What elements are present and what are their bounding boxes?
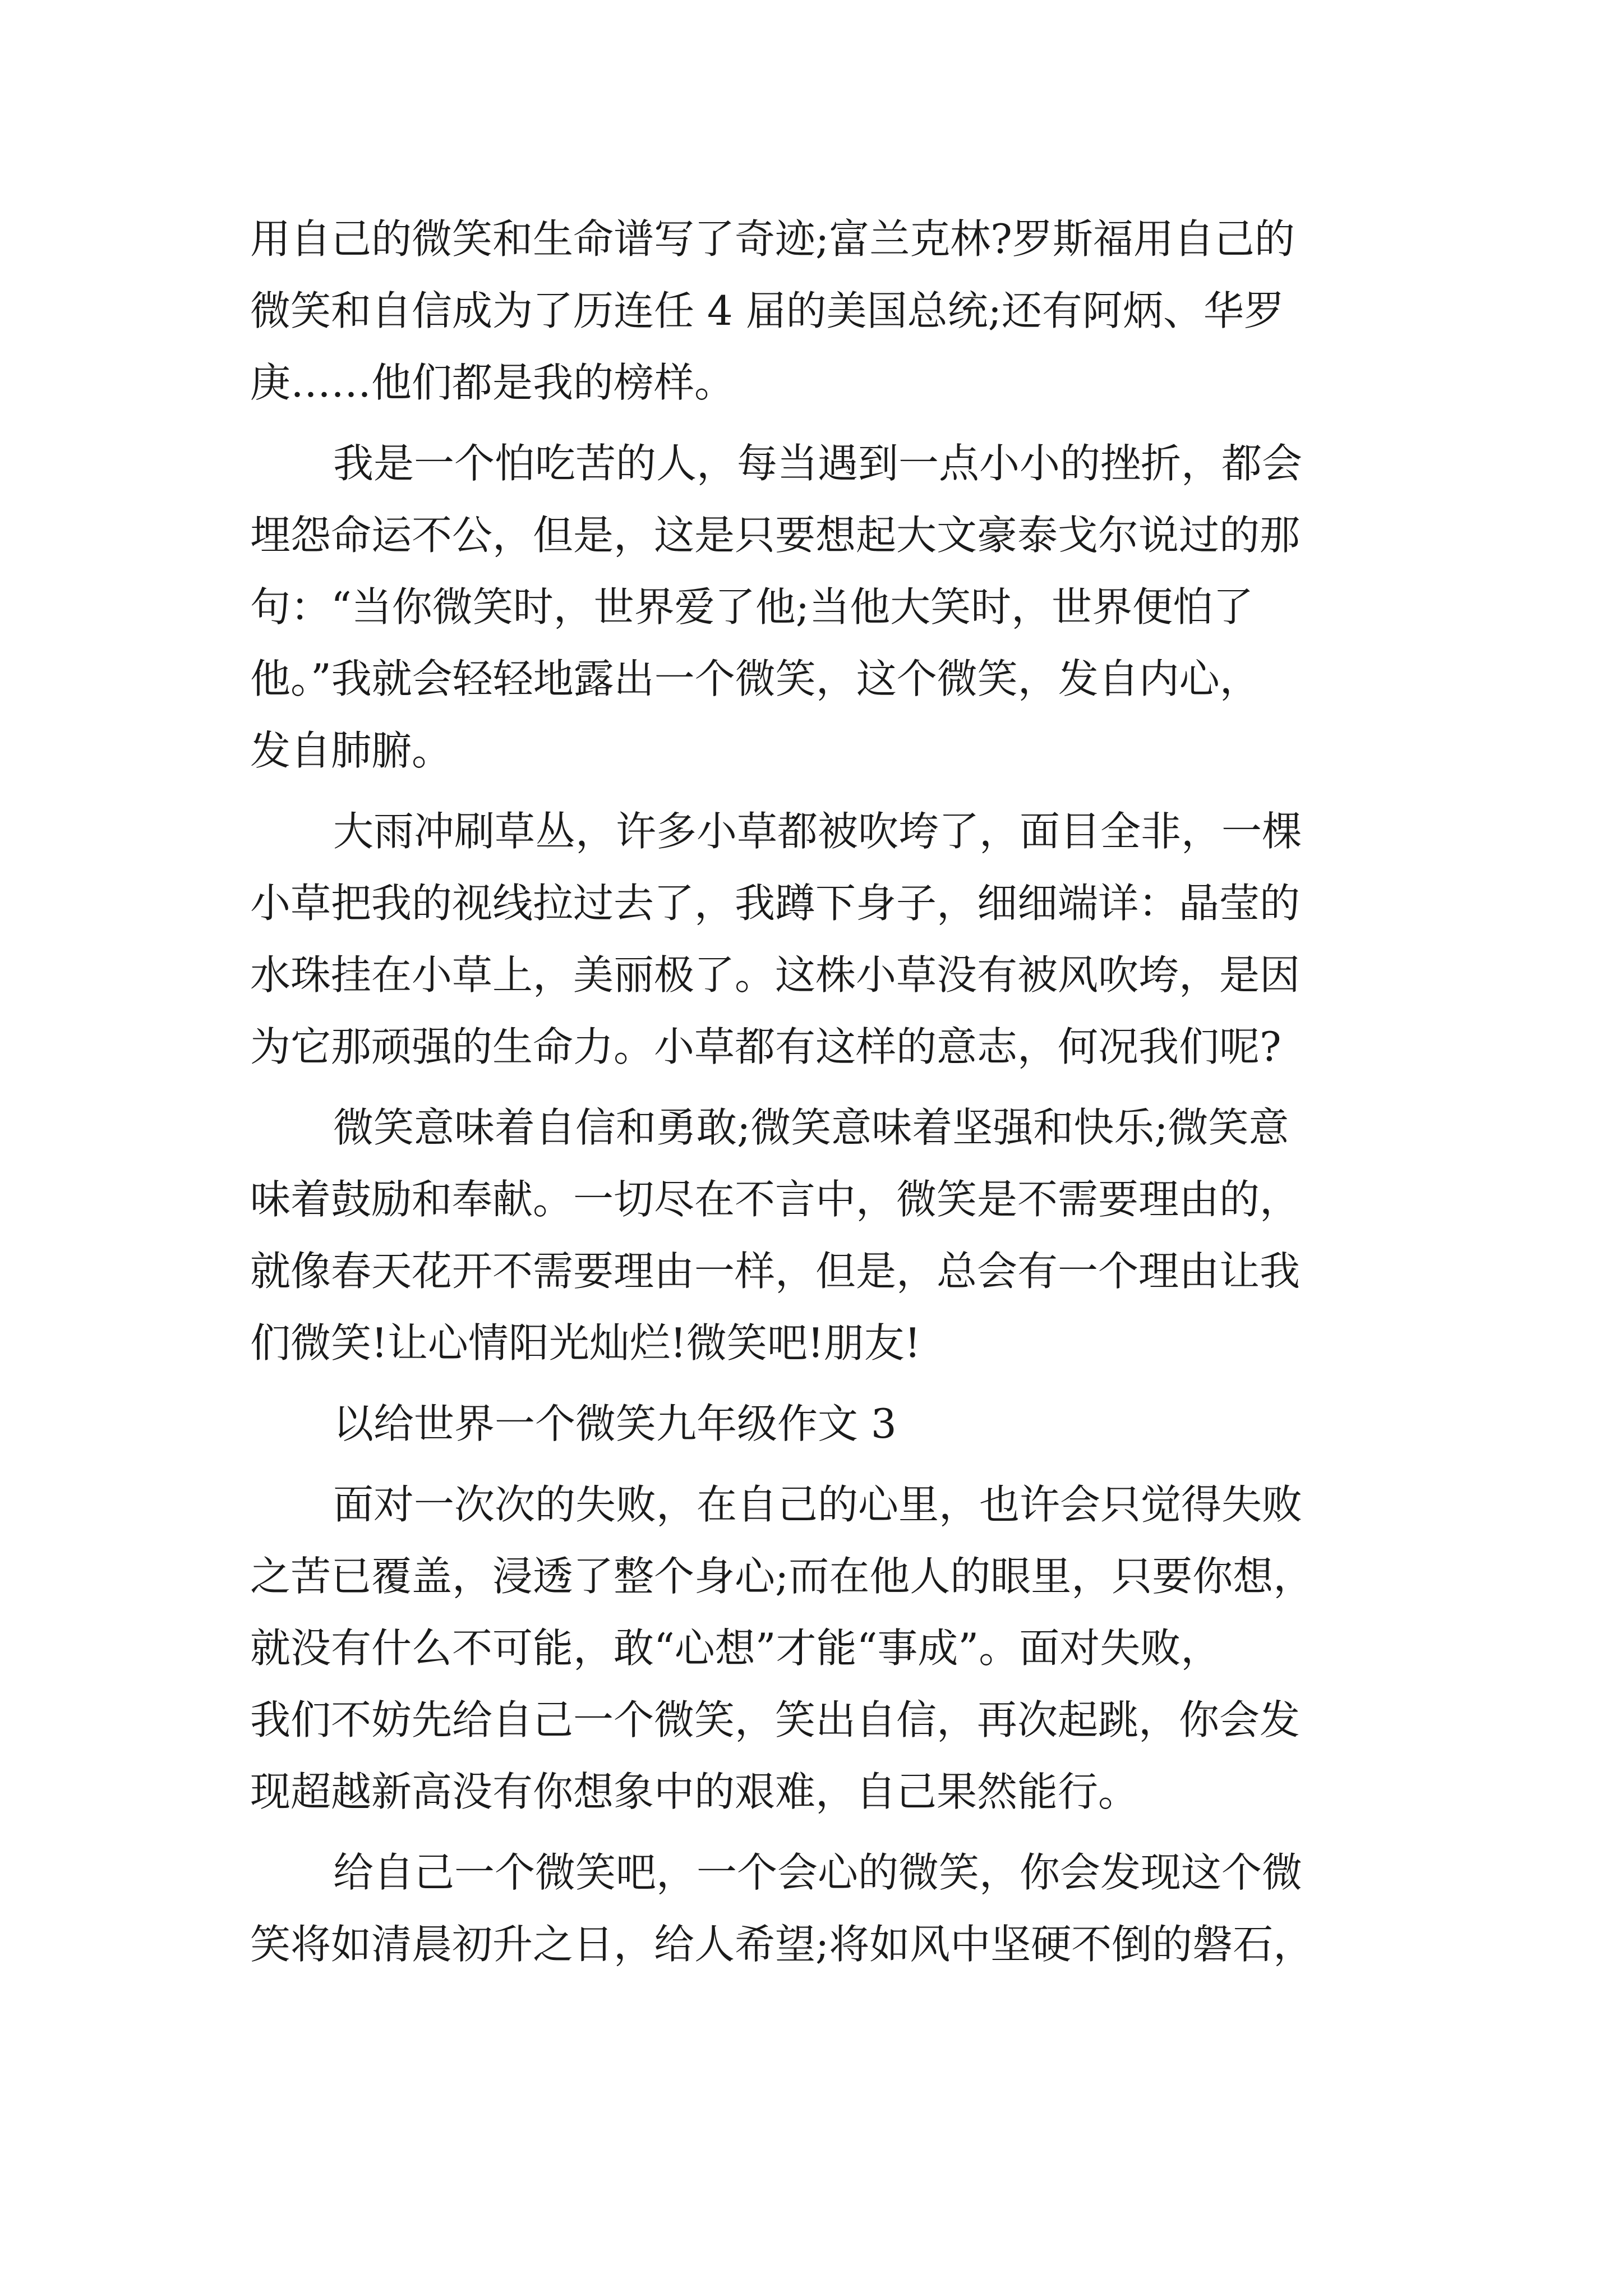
section-heading	[250, 1388, 1372, 1460]
text-line: 大雨冲刷草丛，许多小草都被吹垮了，面目全非，一棵	[333, 808, 1303, 855]
text-line: 微笑和自信成为了历连任 4 届的美国总统;还有阿炳、华罗	[250, 287, 1284, 334]
text-line: 味着鼓励和奉献。一切尽在不言中，微笑是不需要理由的，	[250, 1176, 1301, 1223]
text-line: 我们不妨先给自己一个微笑，笑出自信，再次起跳，你会发	[250, 1696, 1301, 1743]
text-line: 水珠挂在小草上，美丽极了。这株小草没有被风吹垮，是因	[250, 951, 1301, 999]
paragraph	[250, 427, 1372, 786]
text-line: 庚……他们都是我的榜样。	[250, 359, 735, 406]
text-line: 为它那顽强的生命力。小草都有这样的意志，何况我们呢?	[250, 1023, 1281, 1070]
paragraph	[250, 1837, 1372, 1980]
text-line: 他。”我就会轻轻地露出一个微笑，这个微笑，发自内心，	[250, 655, 1260, 702]
paragraph	[250, 1469, 1372, 1828]
text-line: 们微笑!让心情阳光灿烂!微笑吧!朋友!	[250, 1319, 921, 1366]
text-line: 用自己的微笑和生命谱写了奇迹;富兰克林?罗斯福用自己的	[250, 215, 1295, 263]
text-line: 发自肺腑。	[250, 727, 453, 774]
text-line: 给自己一个微笑吧，一个会心的微笑，你会发现这个微	[333, 1849, 1303, 1896]
heading-text: 以给世界一个微笑九年级作文 3	[333, 1400, 897, 1447]
essay-body	[250, 203, 1372, 1980]
paragraph	[250, 1092, 1372, 1379]
text-line: 笑将如清晨初升之日，给人希望;将如风中坚硬不倒的磐石，	[250, 1921, 1314, 1968]
paragraph	[250, 203, 1372, 418]
text-line: 微笑意味着自信和勇敢;微笑意味着坚强和快乐;微笑意	[333, 1104, 1289, 1151]
text-line: 我是一个怕吃苦的人，每当遇到一点小小的挫折，都会	[333, 440, 1303, 487]
text-line: 埋怨命运不公，但是，这是只要想起大文豪泰戈尔说过的那	[250, 512, 1301, 559]
text-line: 句：“当你微笑时，世界爱了他;当他大笑时，世界便怕了	[250, 583, 1254, 631]
text-line: 就像春天花开不需要理由一样，但是，总会有一个理由让我	[250, 1248, 1301, 1295]
text-line: 小草把我的视线拉过去了，我蹲下身子，细细端详：晶莹的	[250, 880, 1301, 927]
paragraph	[250, 795, 1372, 1083]
text-line: 就没有什么不可能，敢“心想”才能“事成”。面对失败，	[250, 1625, 1221, 1672]
text-line: 现超越新高没有你想象中的艰难，自己果然能行。	[250, 1768, 1139, 1815]
text-line: 面对一次次的失败，在自己的心里，也许会只觉得失败	[333, 1481, 1303, 1528]
text-line: 之苦已覆盖，浸透了整个身心;而在他人的眼里，只要你想，	[250, 1553, 1314, 1600]
